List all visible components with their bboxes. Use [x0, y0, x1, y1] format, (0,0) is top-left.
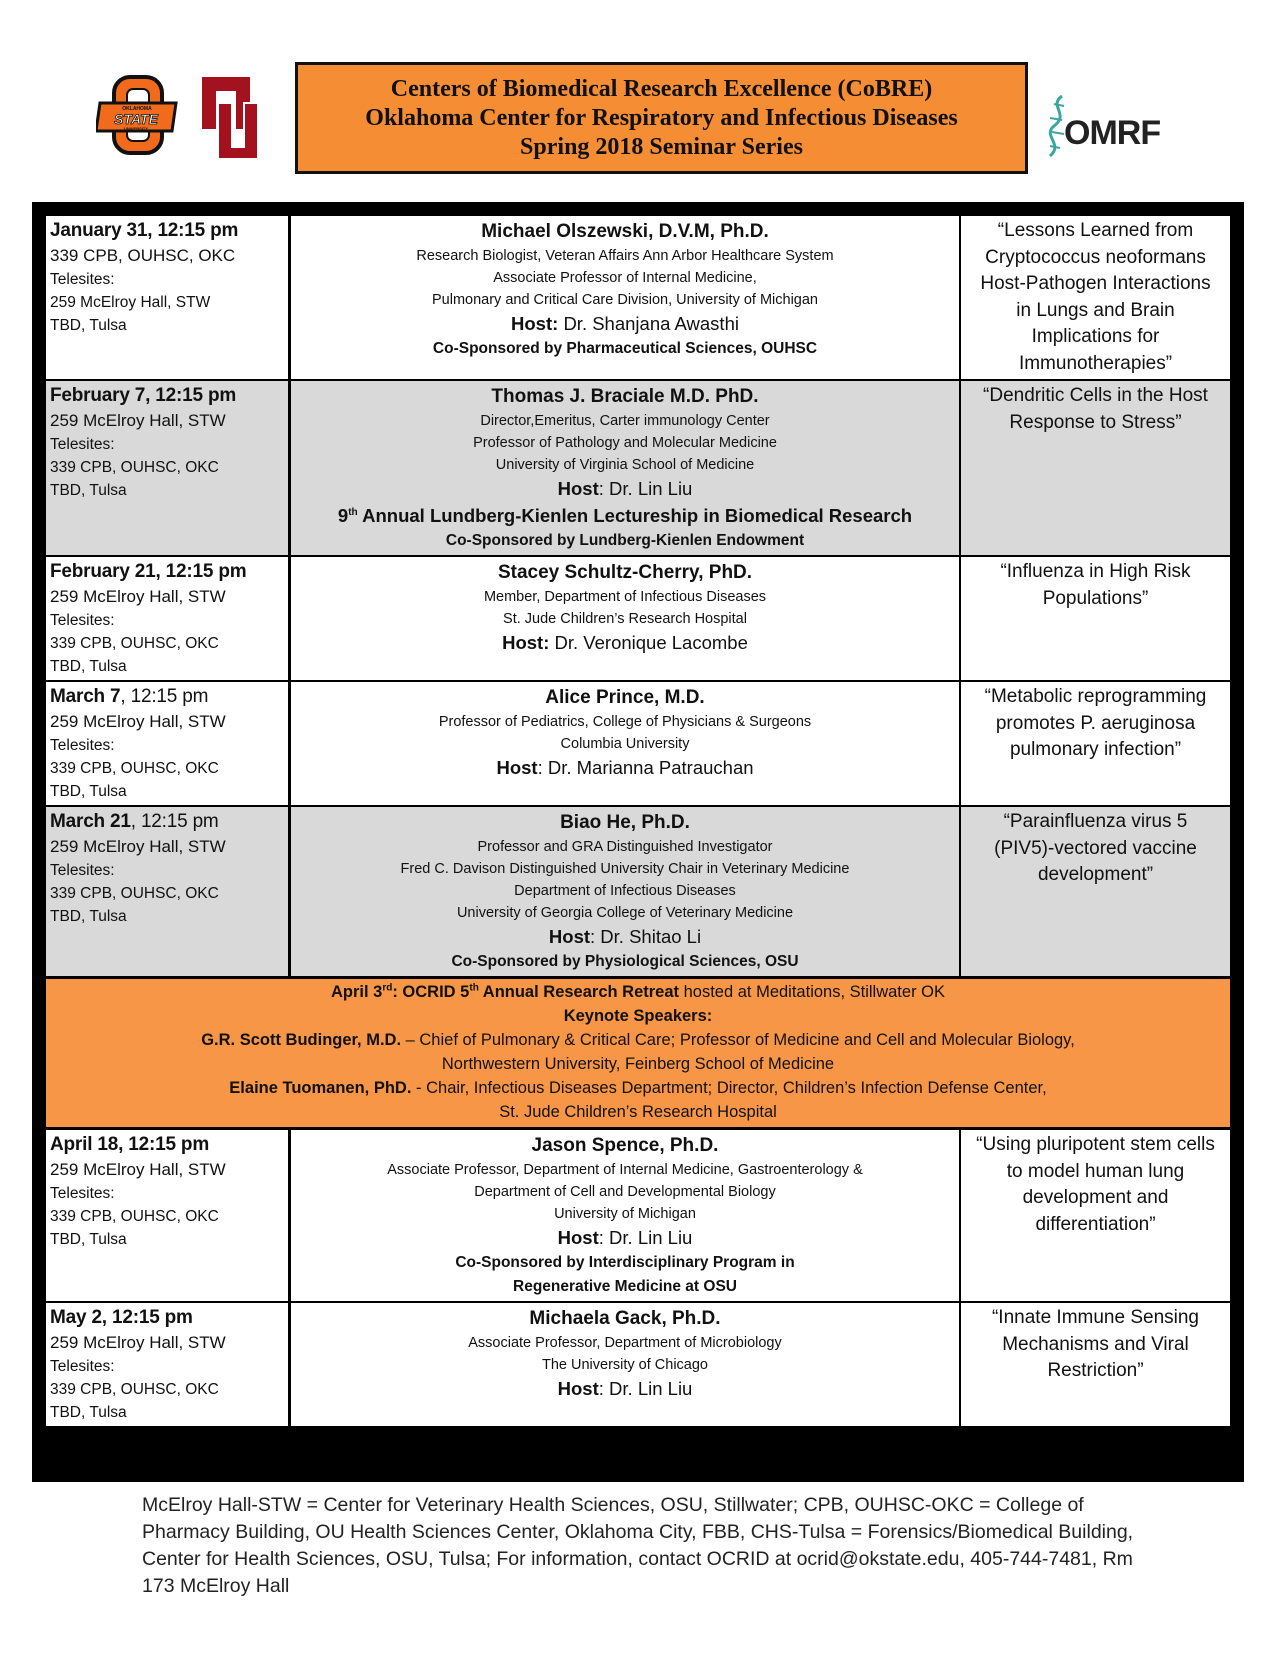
- ou-logo: [196, 73, 274, 165]
- talk-title-cell: [960, 556, 1231, 681]
- host-name: : Dr. Marianna Patrauchan: [537, 757, 754, 778]
- speaker-affiliation: Professor of Pathology and Molecular Medicine: [473, 435, 777, 451]
- talk-title: “Using pluripotent stem cells to model human lung development and differentiation”: [976, 1134, 1215, 1235]
- speaker-affiliation: Associate Professor of Internal Medicine,: [493, 270, 757, 286]
- cosponsor: Co-Sponsored by Lundberg-Kienlen Endowment: [445, 532, 805, 549]
- retreat-headline: April 3rd: OCRID 5th Annual Research Retreat hosted at Meditations, Stillwater OK: [330, 982, 945, 1001]
- telesite: TBD, Tulsa: [50, 317, 127, 334]
- speaker-cell: [290, 556, 961, 681]
- talk-title: “Innate Immune Sensing Mechanisms and Viral Restriction”: [991, 1307, 1199, 1381]
- primary-location: 259 McElroy Hall, STW: [50, 587, 226, 606]
- telesite: 339 CPB, OUHSC, OKC: [50, 635, 219, 652]
- host-line: [295, 1376, 955, 1402]
- speaker-affiliation: The University of Chicago: [541, 1357, 708, 1373]
- speaker-cell: [290, 215, 961, 380]
- speaker-affiliation: Director,Emeritus, Carter immunology Center: [480, 413, 770, 429]
- speaker-affiliation: Columbia University: [560, 736, 690, 752]
- cosponsor: Co-Sponsored by Interdisciplinary Program in: [455, 1254, 795, 1271]
- speaker-affiliation: Associate Professor, Department of Internal Medicine, Gastroenterology &: [387, 1162, 863, 1178]
- keynote-label: Keynote Speakers:: [563, 1007, 713, 1025]
- telesite: 339 CPB, OUHSC, OKC: [50, 1208, 219, 1225]
- host-line: [295, 476, 955, 502]
- talk-title: “Dendritic Cells in the Host Response to Stress”: [983, 385, 1208, 433]
- seminar-row-apr-18: [45, 1129, 1231, 1303]
- svg-text:OKLAHOMA: OKLAHOMA: [122, 106, 152, 112]
- seminar-row-feb-21: [45, 556, 1231, 681]
- host-label: Host:: [511, 313, 559, 334]
- talk-title: “Lessons Learned from Cryptococcus neoformans Host-Pathogen Interactions in Lungs and Brain Implications for Immunotherapies”: [980, 220, 1211, 374]
- host-name: Dr. Veronique Lacombe: [549, 632, 748, 653]
- telesite: 259 McElroy Hall, STW: [50, 294, 211, 311]
- telesite: 339 CPB, OUHSC, OKC: [50, 1381, 219, 1398]
- omrf-logo: [1040, 92, 1170, 162]
- telesite: 339 CPB, OUHSC, OKC: [50, 885, 219, 902]
- date-location-cell: [45, 681, 290, 806]
- telesite: 339 CPB, OUHSC, OKC: [50, 459, 219, 476]
- research-retreat-row: [45, 978, 1231, 1129]
- seminar-date: March 21, 12:15 pm: [50, 811, 219, 832]
- cosponsor: Co-Sponsored by Physiological Sciences, OSU: [451, 953, 799, 970]
- primary-location: 259 McElroy Hall, STW: [50, 1333, 226, 1352]
- telesites-label: Telesites:: [50, 862, 115, 879]
- speaker-affiliation: University of Georgia College of Veterinary Medicine: [456, 905, 794, 921]
- retreat-cell: [45, 978, 1231, 1129]
- seminar-row-feb-7: [45, 380, 1231, 556]
- title-line-3: Spring 2018 Seminar Series: [520, 133, 803, 160]
- seminar-date: February 7, 12:15 pm: [50, 385, 237, 406]
- telesite: TBD, Tulsa: [50, 1231, 127, 1248]
- host-name: : Dr. Lin Liu: [598, 1227, 693, 1248]
- date-location-cell: [45, 380, 290, 556]
- host-label: Host: [496, 757, 538, 778]
- cosponsor: Regenerative Medicine at OSU: [513, 1278, 737, 1295]
- speaker-cell: [290, 1302, 961, 1427]
- host-line: [295, 1225, 955, 1251]
- host-name: Dr. Shanjana Awasthi: [563, 313, 739, 334]
- speaker-name: Thomas J. Braciale M.D. PhD.: [491, 386, 759, 407]
- speaker-affiliation: Department of Infectious Diseases: [514, 883, 736, 899]
- telesite: TBD, Tulsa: [50, 658, 127, 675]
- speaker-name: Michaela Gack, Ph.D.: [529, 1308, 721, 1329]
- speaker-affiliation: Professor and GRA Distinguished Investigator: [477, 839, 773, 855]
- telesites-label: Telesites:: [50, 271, 115, 288]
- speaker-affiliation: Pulmonary and Critical Care Division, University of Michigan: [432, 292, 818, 308]
- telesite: TBD, Tulsa: [50, 908, 127, 925]
- seminar-date: March 7, 12:15 pm: [50, 686, 209, 707]
- talk-title-cell: [960, 215, 1231, 380]
- seminar-date: April 18, 12:15 pm: [50, 1134, 210, 1155]
- cosponsor: Co-Sponsored by Pharmaceutical Sciences, OUHSC: [432, 340, 818, 357]
- host-line: [295, 924, 955, 950]
- title-line-2: Oklahoma Center for Respiratory and Infectious Diseases: [365, 104, 958, 131]
- talk-title: “Influenza in High Risk Populations”: [1000, 561, 1191, 609]
- talk-title-cell: [960, 1302, 1231, 1427]
- host-label: Host: [557, 1227, 599, 1248]
- speaker-affiliation: University of Virginia School of Medicine: [495, 457, 755, 473]
- host-line: [295, 311, 955, 337]
- telesite: TBD, Tulsa: [50, 1404, 127, 1421]
- speaker-affiliation: Research Biologist, Veteran Affairs Ann Arbor Healthcare System: [416, 248, 834, 264]
- host-line: [295, 755, 955, 781]
- svg-text:OMRF: OMRF: [1064, 114, 1161, 152]
- date-location-cell: [45, 556, 290, 681]
- keynote-speaker-1: G.R. Scott Budinger, M.D. – Chief of Pulmonary & Critical Care; Professor of Medicine and Cell and Molecular Biology,: [201, 1031, 1075, 1049]
- host-name: : Dr. Lin Liu: [598, 478, 693, 499]
- location-legend-footnote: McElroy Hall-STW = Center for Veterinary Health Sciences, OSU, Stillwater; CPB, OUHSC-OKC = College of Pharmacy Building, OU Health Sciences Center, Oklahoma City, FBB, CHS-Tulsa = Forensics/Biomedical Building, Center for Health Sciences, OSU, Tulsa; For information, contact OCRID at ocrid@okstate.edu, 405-744-7481, Rm 173 McElroy Hall: [142, 1494, 1134, 1597]
- host-name: : Dr. Lin Liu: [598, 1378, 693, 1399]
- keynote-speaker-1-affiliation: Northwestern University, Feinberg School of Medicine: [441, 1055, 835, 1073]
- host-label: Host:: [502, 632, 550, 653]
- date-location-cell: [45, 806, 290, 978]
- telesite: TBD, Tulsa: [50, 482, 127, 499]
- speaker-affiliation: Associate Professor, Department of Microbiology: [468, 1335, 782, 1351]
- speaker-affiliation: Professor of Pediatrics, College of Physicians & Surgeons: [438, 714, 812, 730]
- speaker-affiliation: Department of Cell and Developmental Biology: [474, 1184, 776, 1200]
- speaker-name: Stacey Schultz-Cherry, PhD.: [497, 562, 753, 583]
- talk-title-cell: [960, 806, 1231, 978]
- talk-title: “Metabolic reprogramming promotes P. aeruginosa pulmonary infection”: [984, 686, 1207, 760]
- talk-title-cell: [960, 1129, 1231, 1303]
- telesite: TBD, Tulsa: [50, 783, 127, 800]
- host-label: Host: [557, 478, 599, 499]
- telesites-label: Telesites:: [50, 1185, 115, 1202]
- keynote-speaker-2: Elaine Tuomanen, PhD. - Chair, Infectious Diseases Department; Director, Children’s Infection Defense Center,: [229, 1079, 1047, 1097]
- talk-title-cell: [960, 380, 1231, 556]
- talk-title: “Parainfluenza virus 5 (PIV5)-vectored vaccine development”: [994, 811, 1197, 885]
- date-location-cell: [45, 215, 290, 380]
- host-label: Host: [548, 926, 591, 947]
- speaker-cell: [290, 681, 961, 806]
- talk-title-cell: [960, 681, 1231, 806]
- svg-text:UNIVERSITY: UNIVERSITY: [123, 126, 149, 131]
- primary-location: 259 McElroy Hall, STW: [50, 712, 226, 731]
- speaker-cell: [290, 380, 961, 556]
- host-name: : Dr. Shitao Li: [590, 926, 702, 947]
- telesites-label: Telesites:: [50, 737, 115, 754]
- seminar-row-may-2: [45, 1302, 1231, 1427]
- seminar-date: February 21, 12:15 pm: [50, 561, 247, 582]
- speaker-name: Alice Prince, M.D.: [545, 687, 705, 708]
- seminar-row-jan-31: [45, 215, 1231, 380]
- primary-location: 259 McElroy Hall, STW: [50, 837, 226, 856]
- primary-location: 339 CPB, OUHSC, OKC: [50, 246, 236, 265]
- telesite: 339 CPB, OUHSC, OKC: [50, 760, 219, 777]
- primary-location: 259 McElroy Hall, STW: [50, 411, 226, 430]
- date-location-cell: [45, 1302, 290, 1427]
- title-line-1: Centers of Biomedical Research Excellence (CoBRE): [390, 75, 933, 102]
- keynote-speaker-2-affiliation: St. Jude Children’s Research Hospital: [499, 1103, 777, 1121]
- host-label: Host: [557, 1378, 599, 1399]
- speaker-cell: [290, 806, 961, 978]
- seminar-date: January 31, 12:15 pm: [50, 220, 239, 241]
- speaker-cell: [290, 1129, 961, 1303]
- series-title-box: [295, 62, 1028, 174]
- telesites-label: Telesites:: [50, 1358, 115, 1375]
- osu-logo: [96, 75, 180, 155]
- speaker-name: Jason Spence, Ph.D.: [531, 1135, 719, 1156]
- speaker-name: Michael Olszewski, D.V.M, Ph.D.: [481, 221, 769, 242]
- lectureship-title: 9th Annual Lundberg-Kienlen Lectureship in Biomedical Research: [337, 505, 913, 526]
- svg-text:STATE: STATE: [114, 111, 158, 127]
- seminar-date: May 2, 12:15 pm: [50, 1307, 193, 1328]
- seminar-row-mar-7: [45, 681, 1231, 806]
- speaker-affiliation: Fred C. Davison Distinguished University Chair in Veterinary Medicine: [400, 861, 850, 877]
- seminar-row-mar-21: [45, 806, 1231, 978]
- speaker-affiliation: University of Michigan: [554, 1206, 696, 1222]
- speaker-affiliation: St. Jude Children’s Research Hospital: [503, 611, 747, 627]
- seminar-schedule-table: [44, 214, 1232, 1428]
- host-line: [295, 630, 955, 656]
- telesites-label: Telesites:: [50, 436, 115, 453]
- telesites-label: Telesites:: [50, 612, 115, 629]
- speaker-affiliation: Member, Department of Infectious Diseases: [483, 589, 767, 605]
- primary-location: 259 McElroy Hall, STW: [50, 1160, 226, 1179]
- date-location-cell: [45, 1129, 290, 1303]
- speaker-name: Biao He, Ph.D.: [560, 812, 690, 833]
